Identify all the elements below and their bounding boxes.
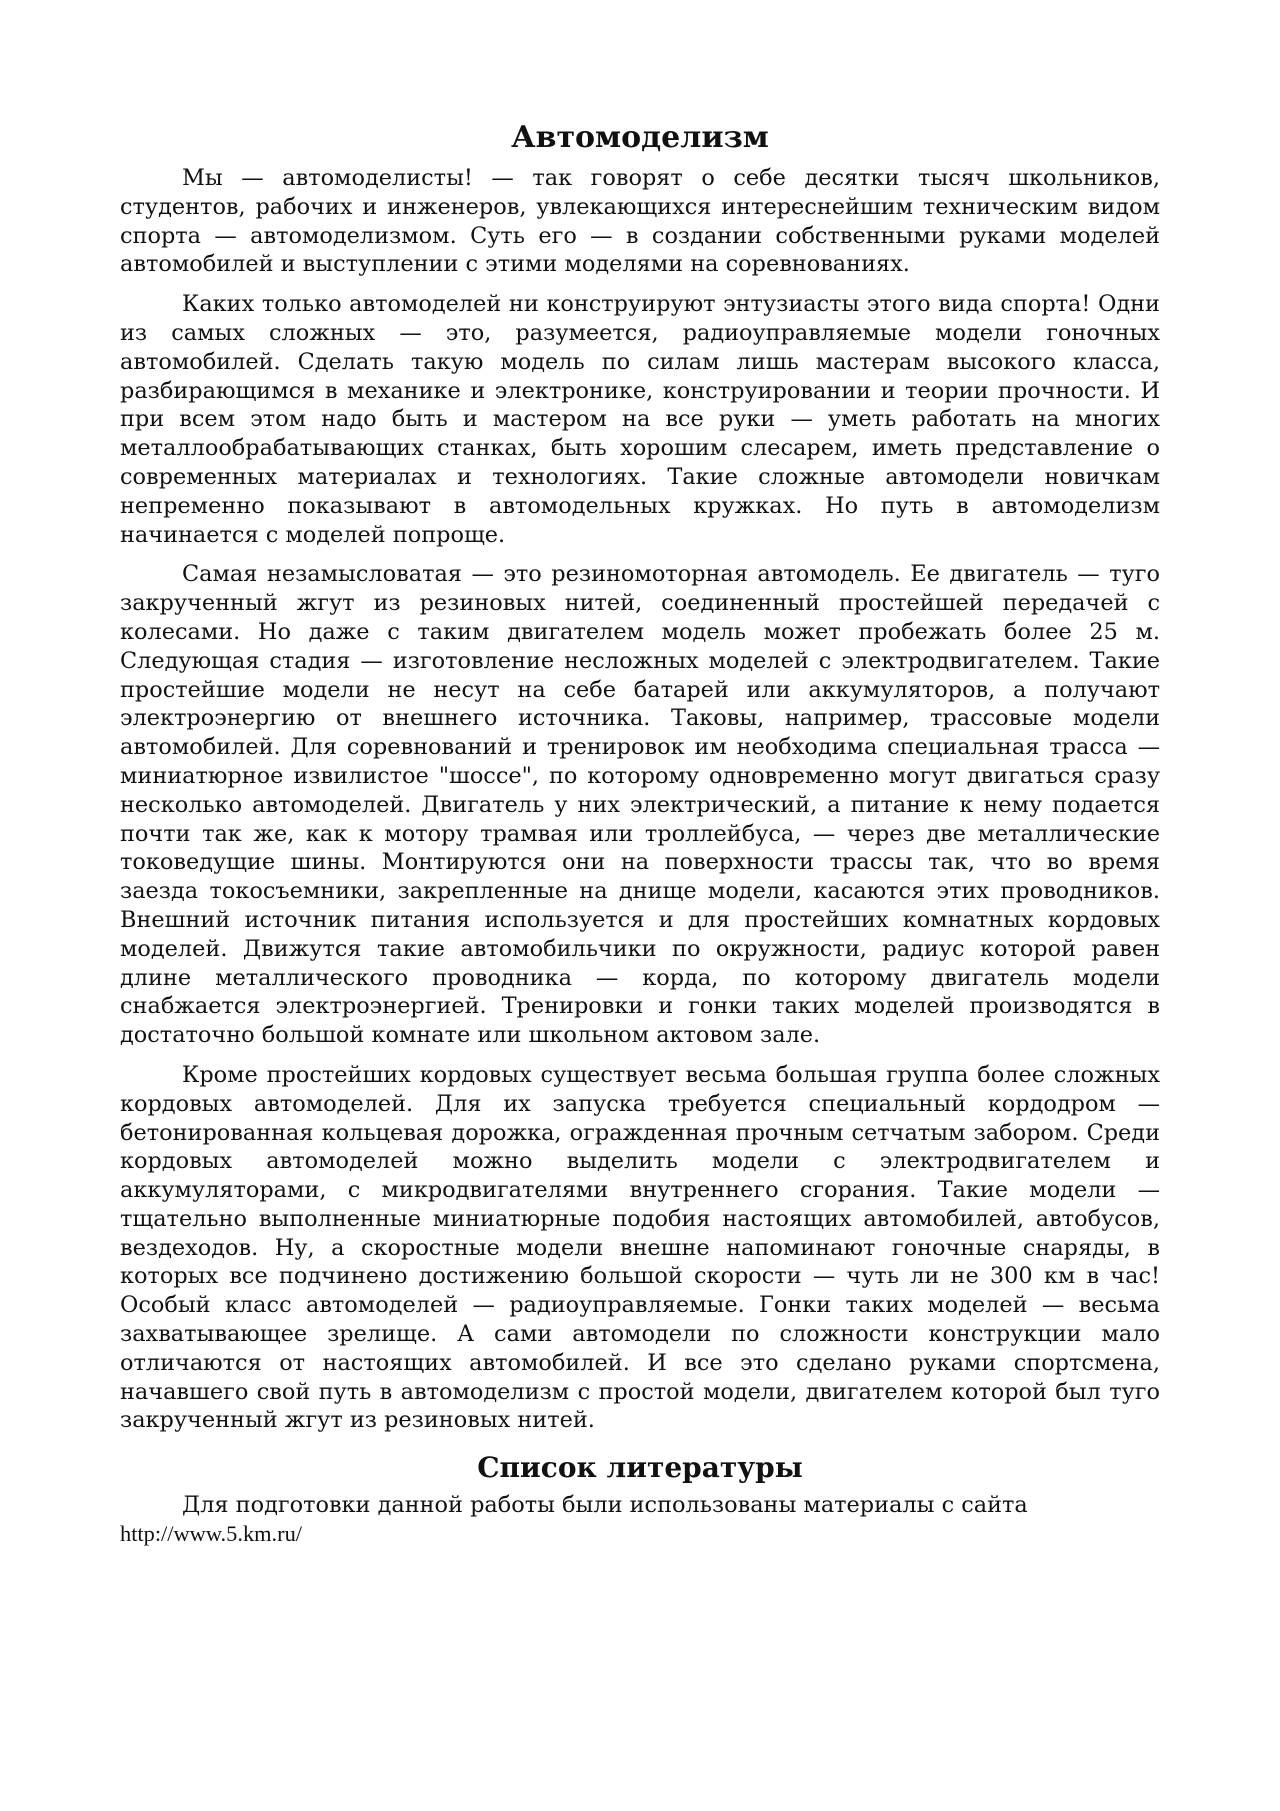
references-url[interactable]: http://www.5.km.ru/ (120, 1521, 303, 1547)
paragraph-1: Мы — автомоделисты! — так говорят о себе десятки тысяч школьников, студентов, рабочих и инженеров, увлекающихся интереснейшим техническим видом спорта — автомоделизмом. Суть его — в создании собственными руками моделей автомобилей и выступлении с этими моделями на соревнованиях. (120, 165, 1160, 278)
references-text: Для подготовки данной работы были использованы материалы с сайта (182, 1492, 1028, 1519)
paragraph-3: Самая незамысловатая — это резиномоторная автомодель. Ее двигатель — туго закрученный жгут из резиновых нитей, соединенный простейшей передачей с колесами. Но даже с таким двигателем модель может пробежать более 25 м. Следующая стадия — изготовление несложных моделей с электродвигателем. Такие простейшие модели не несут на себе батарей или аккумуляторов, а получают электроэнергию от внешнего источника. Таковы, например, трассовые модели автомобилей. Для соревнований и тренировок им необходима специальная трасса — миниатюрное извилистое "шоссе", по которому одновременно могут двигаться сразу несколько автомоделей. Двигатель у них электрический, а питание к нему подается почти так же, как к мотору трамвая или троллейбуса, — через две металлические токоведущие шины. Монтируются они на поверхности трассы так, что во время заезда токосъемники, закрепленные на днище модели, касаются этих проводников. Внешний источник питания используется и для простейших комнатных кордовых моделей. Движутся такие автомобильчики по окружности, радиус которой равен длине металлического проводника — корда, по которому двигатель модели снабжается электроэнергией. Тренировки и гонки таких моделей производятся в достаточно большой комнате или школьном актовом зале. (120, 561, 1160, 1049)
document-page (120, 118, 1160, 1549)
paragraph-2: Каких только автомоделей ни конструируют энтузиасты этого вида спорта! Одни из самых сложных — это, разумеется, радиоуправляемые модели гоночных автомобилей. Сделать такую модель по силам лишь мастерам высокого класса, разбирающимся в механике и электронике, конструировании и теории прочности. И при всем этом надо быть и мастером на все руки — уметь работать на многих металлообрабатывающих станках, быть хорошим слесарем, иметь представление о современных материалах и технологиях. Такие сложные автомодели новичкам непременно показывают в автомодельных кружках. Но путь в автомоделизм начинается с моделей попроще. (120, 291, 1160, 548)
references-title: Список литературы (477, 1451, 803, 1485)
paragraph-4: Кроме простейших кордовых существует весьма большая группа более сложных кордовых автомоделей. Для их запуска требуется специальный кордодром — бетонированная кольцевая дорожка, огражденная прочным сетчатым забором. Среди кордовых автомоделей можно выделить модели с электродвигателем и аккумуляторами, с микродвигателями внутреннего сгорания. Такие модели — тщательно выполненные миниатюрные подобия настоящих автомобилей, автобусов, вездеходов. Ну, а скоростные модели внешне напоминают гоночные снаряды, в которых все подчинено достижению большой скорости — чуть ли не 300 км в час! Особый класс автомоделей — радиоуправляемые. Гонки таких моделей — весьма захватывающее зрелище. А сами автомодели по сложности конструкции мало отличаются от настоящих автомобилей. И все это сделано руками спортсмена, начавшего свой путь в автомоделизм с простой модели, двигателем которой был туго закрученный жгут из резиновых нитей. (120, 1061, 1160, 1434)
document-title: Автомоделизм (511, 120, 769, 155)
references-line (120, 1491, 1160, 1549)
